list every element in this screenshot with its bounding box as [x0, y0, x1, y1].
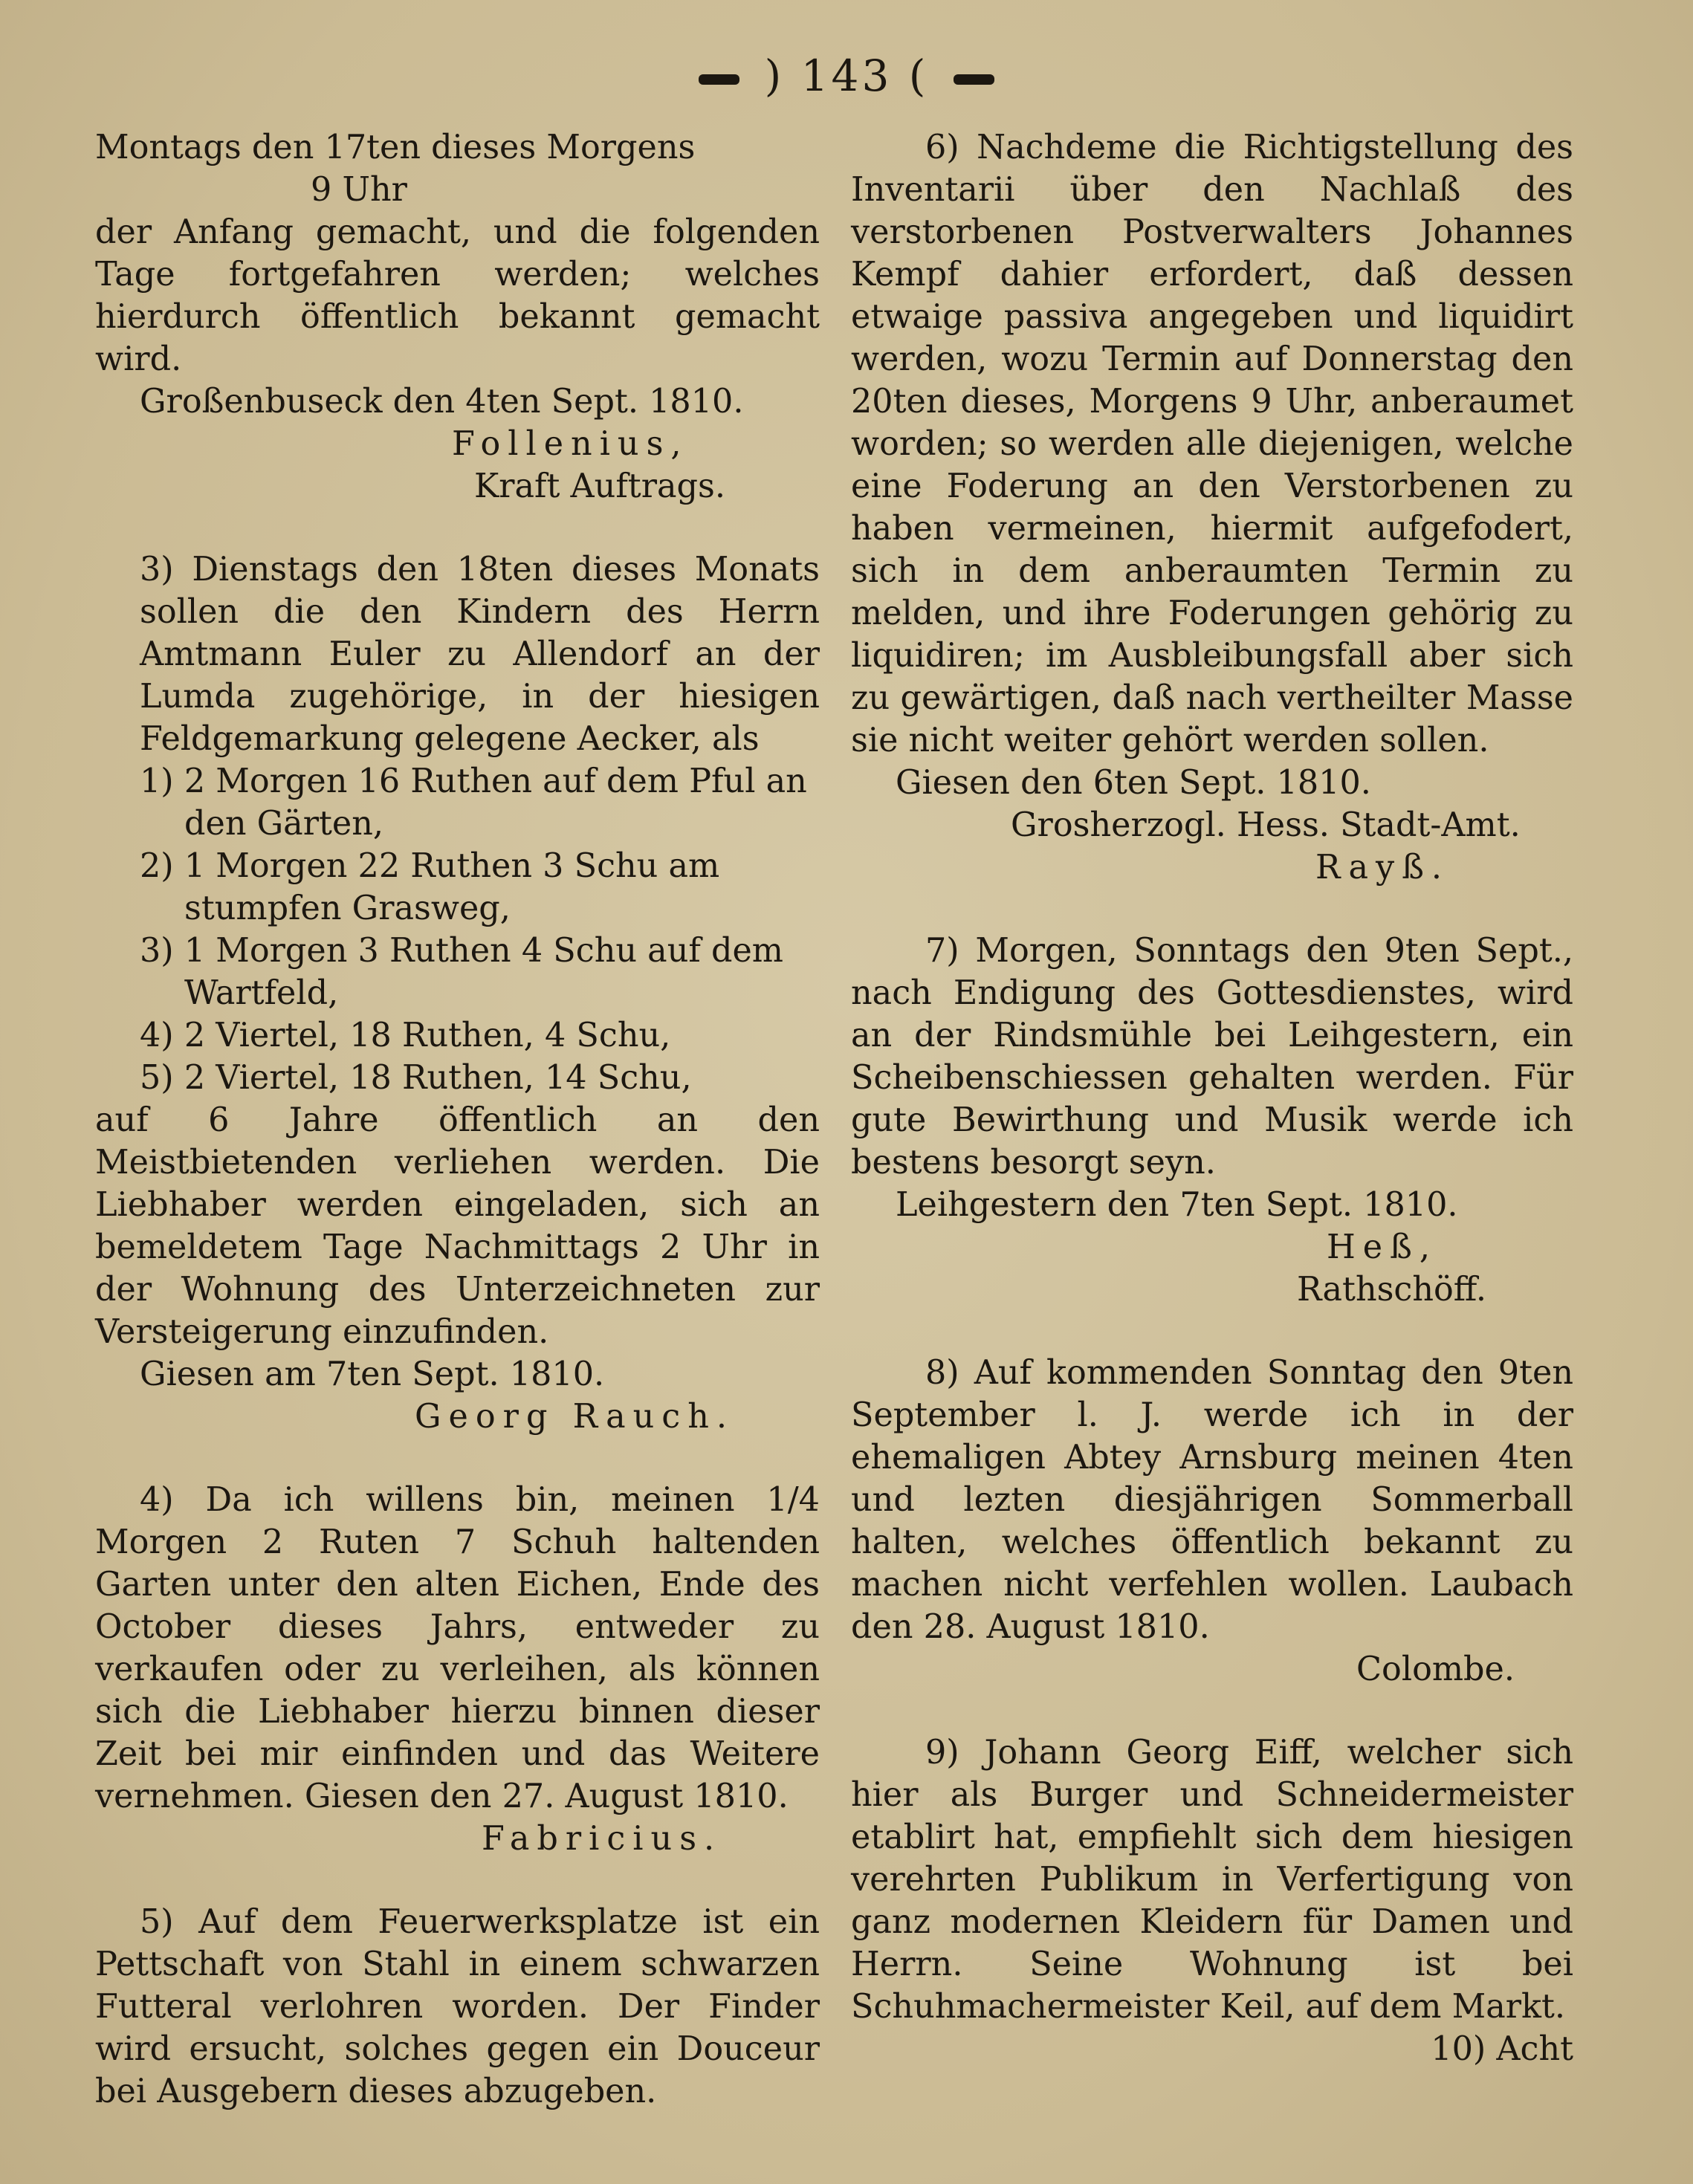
catchword: 10) Acht: [1431, 2030, 1573, 2068]
header-dash-right: [954, 74, 994, 85]
notice-2-line-1: Montags den 17ten dieses Morgens: [95, 129, 696, 166]
notice-7-signature-title: Rathschöff.: [1297, 1271, 1486, 1309]
list-item: 1) 2 Morgen 16 Ruthen auf dem Pful an den Gärten,: [140, 762, 807, 843]
header-dash-left: [699, 74, 739, 85]
notice-7-body: 7) Morgen, Sonntags den 9ten Sept., nach Endigung des Gottesdienstes, wird an der Rindsmühle bei Leihgestern, ein Scheibenschiessen gehalten werden. Für gute Bewirthung und Musik werde ich bestens besorgt seyn.: [851, 932, 1573, 1182]
notice-8-body: 8) Auf kommenden Sonntag den 9ten September l. J. werde ich in der ehemaligen Abtey Arnsburg meinen 4ten und lezten diesjährigen Sommerball halten, welches öffentlich bekannt zu machen nicht verfehlen wollen. Laubach den 28. August 1810.: [851, 1354, 1573, 1646]
notice-2-place-date: Großenbuseck den 4ten Sept. 1810.: [140, 383, 744, 421]
notice-3-body: auf 6 Jahre öffentlich an den Meistbietenden verliehen werden. Die Liebhaber werden eingeladen, sich an bemeldetem Tage Nachmittags 2 Uhr in der Wohnung des Unterzeichneten zur Versteigerung einzufinden.: [95, 1101, 820, 1351]
notice-9-body: 9) Johann Georg Eiff, welcher sich hier als Burger und Schneidermeister etablirt hat, empfiehlt sich dem hiesigen verehrten Publikum in Verfertigung von ganz modernen Kleidern für Damen und Herrn. Seine Wohnung ist bei Schuhmachermeister Keil, auf dem Markt.: [851, 1734, 1573, 2026]
list-item: 2) 1 Morgen 22 Ruthen 3 Schu am stumpfen Grasweg,: [140, 847, 720, 927]
notice-8-signature: Colombe.: [1356, 1650, 1515, 1688]
notice-6-signature-name: Rayß.: [1315, 849, 1450, 887]
notice-3-list: [95, 760, 820, 1099]
page-header: [0, 46, 1693, 106]
notice-7-signature: Heß,: [1327, 1228, 1438, 1266]
notice-4-signature: Fabricius.: [482, 1820, 722, 1858]
notice-2-signature: Follenius,: [452, 425, 689, 463]
list-item: 5) 2 Viertel, 18 Ruthen, 14 Schu,: [140, 1059, 692, 1097]
notice-5-body: 5) Auf dem Feuerwerksplatze ist ein Pettschaft von Stahl in einem schwarzen Futteral verlohren worden. Der Finder wird ersucht, solches gegen ein Douceur bei Ausgebern dieses abzugeben.: [95, 1903, 820, 2110]
notice-6-signature: Grosherzogl. Hess. Stadt-Amt.: [1011, 806, 1521, 844]
list-item: 3) 1 Morgen 3 Ruthen 4 Schu auf dem Wartfeld,: [140, 932, 783, 1012]
right-column: [851, 126, 1573, 2070]
notice-6-place-date: Giesen den 6ten Sept. 1810.: [896, 764, 1371, 802]
left-column: [95, 126, 820, 2113]
notice-2-body: der Anfang gemacht, und die folgenden Tage fortgefahren werden; welches hierdurch öffentlich bekannt gemacht wird.: [95, 213, 820, 378]
notice-4-body: 4) Da ich willens bin, meinen 1/4 Morgen 2 Ruten 7 Schuh haltenden Garten unter den alten Eichen, Ende des October dieses Jahrs, entweder zu verkaufen oder zu verleihen, als können sich die Liebhaber hierzu binnen dieser Zeit bei mir einfinden und das Weitere vernehmen. Giesen den 27. August 1810.: [95, 1481, 820, 1815]
notice-3-signature: Georg Rauch.: [415, 1398, 735, 1436]
notice-2-signature-note: Kraft Auftrags.: [474, 467, 725, 505]
notice-2-line-2: 9 Uhr: [311, 171, 407, 209]
notice-7-place-date: Leihgestern den 7ten Sept. 1810.: [896, 1186, 1458, 1224]
notice-3-intro: 3) Dienstags den 18ten dieses Monats sollen die den Kindern des Herrn Amtmann Euler zu Allendorf an der Lumda zugehörige, in der hiesigen Feldgemarkung gelegene Aecker, als: [140, 551, 820, 758]
notice-3-place-date: Giesen am 7ten Sept. 1810.: [140, 1355, 605, 1393]
list-item: 4) 2 Viertel, 18 Ruthen, 4 Schu,: [140, 1017, 671, 1054]
notice-6-body: 6) Nachdeme die Richtigstellung des Inventarii über den Nachlaß des verstorbenen Postverwalters Johannes Kempf dahier erfordert, daß dessen etwaige passiva angegeben und liquidirt werden, wozu Termin auf Donnerstag den 20ten dieses, Morgens 9 Uhr, anberaumet worden; so werden alle diejenigen, welche eine Foderung an den Verstorbenen zu haben vermeinen, hiermit aufgefodert, sich in dem anberaumten Termin zu melden, und ihre Foderungen gehörig zu liquidiren; im Ausbleibungsfall aber sich zu gewärtigen, daß nach vertheilter Masse sie nicht weiter gehört werden sollen.: [851, 129, 1573, 759]
page-number: ) 143 (: [764, 51, 929, 101]
